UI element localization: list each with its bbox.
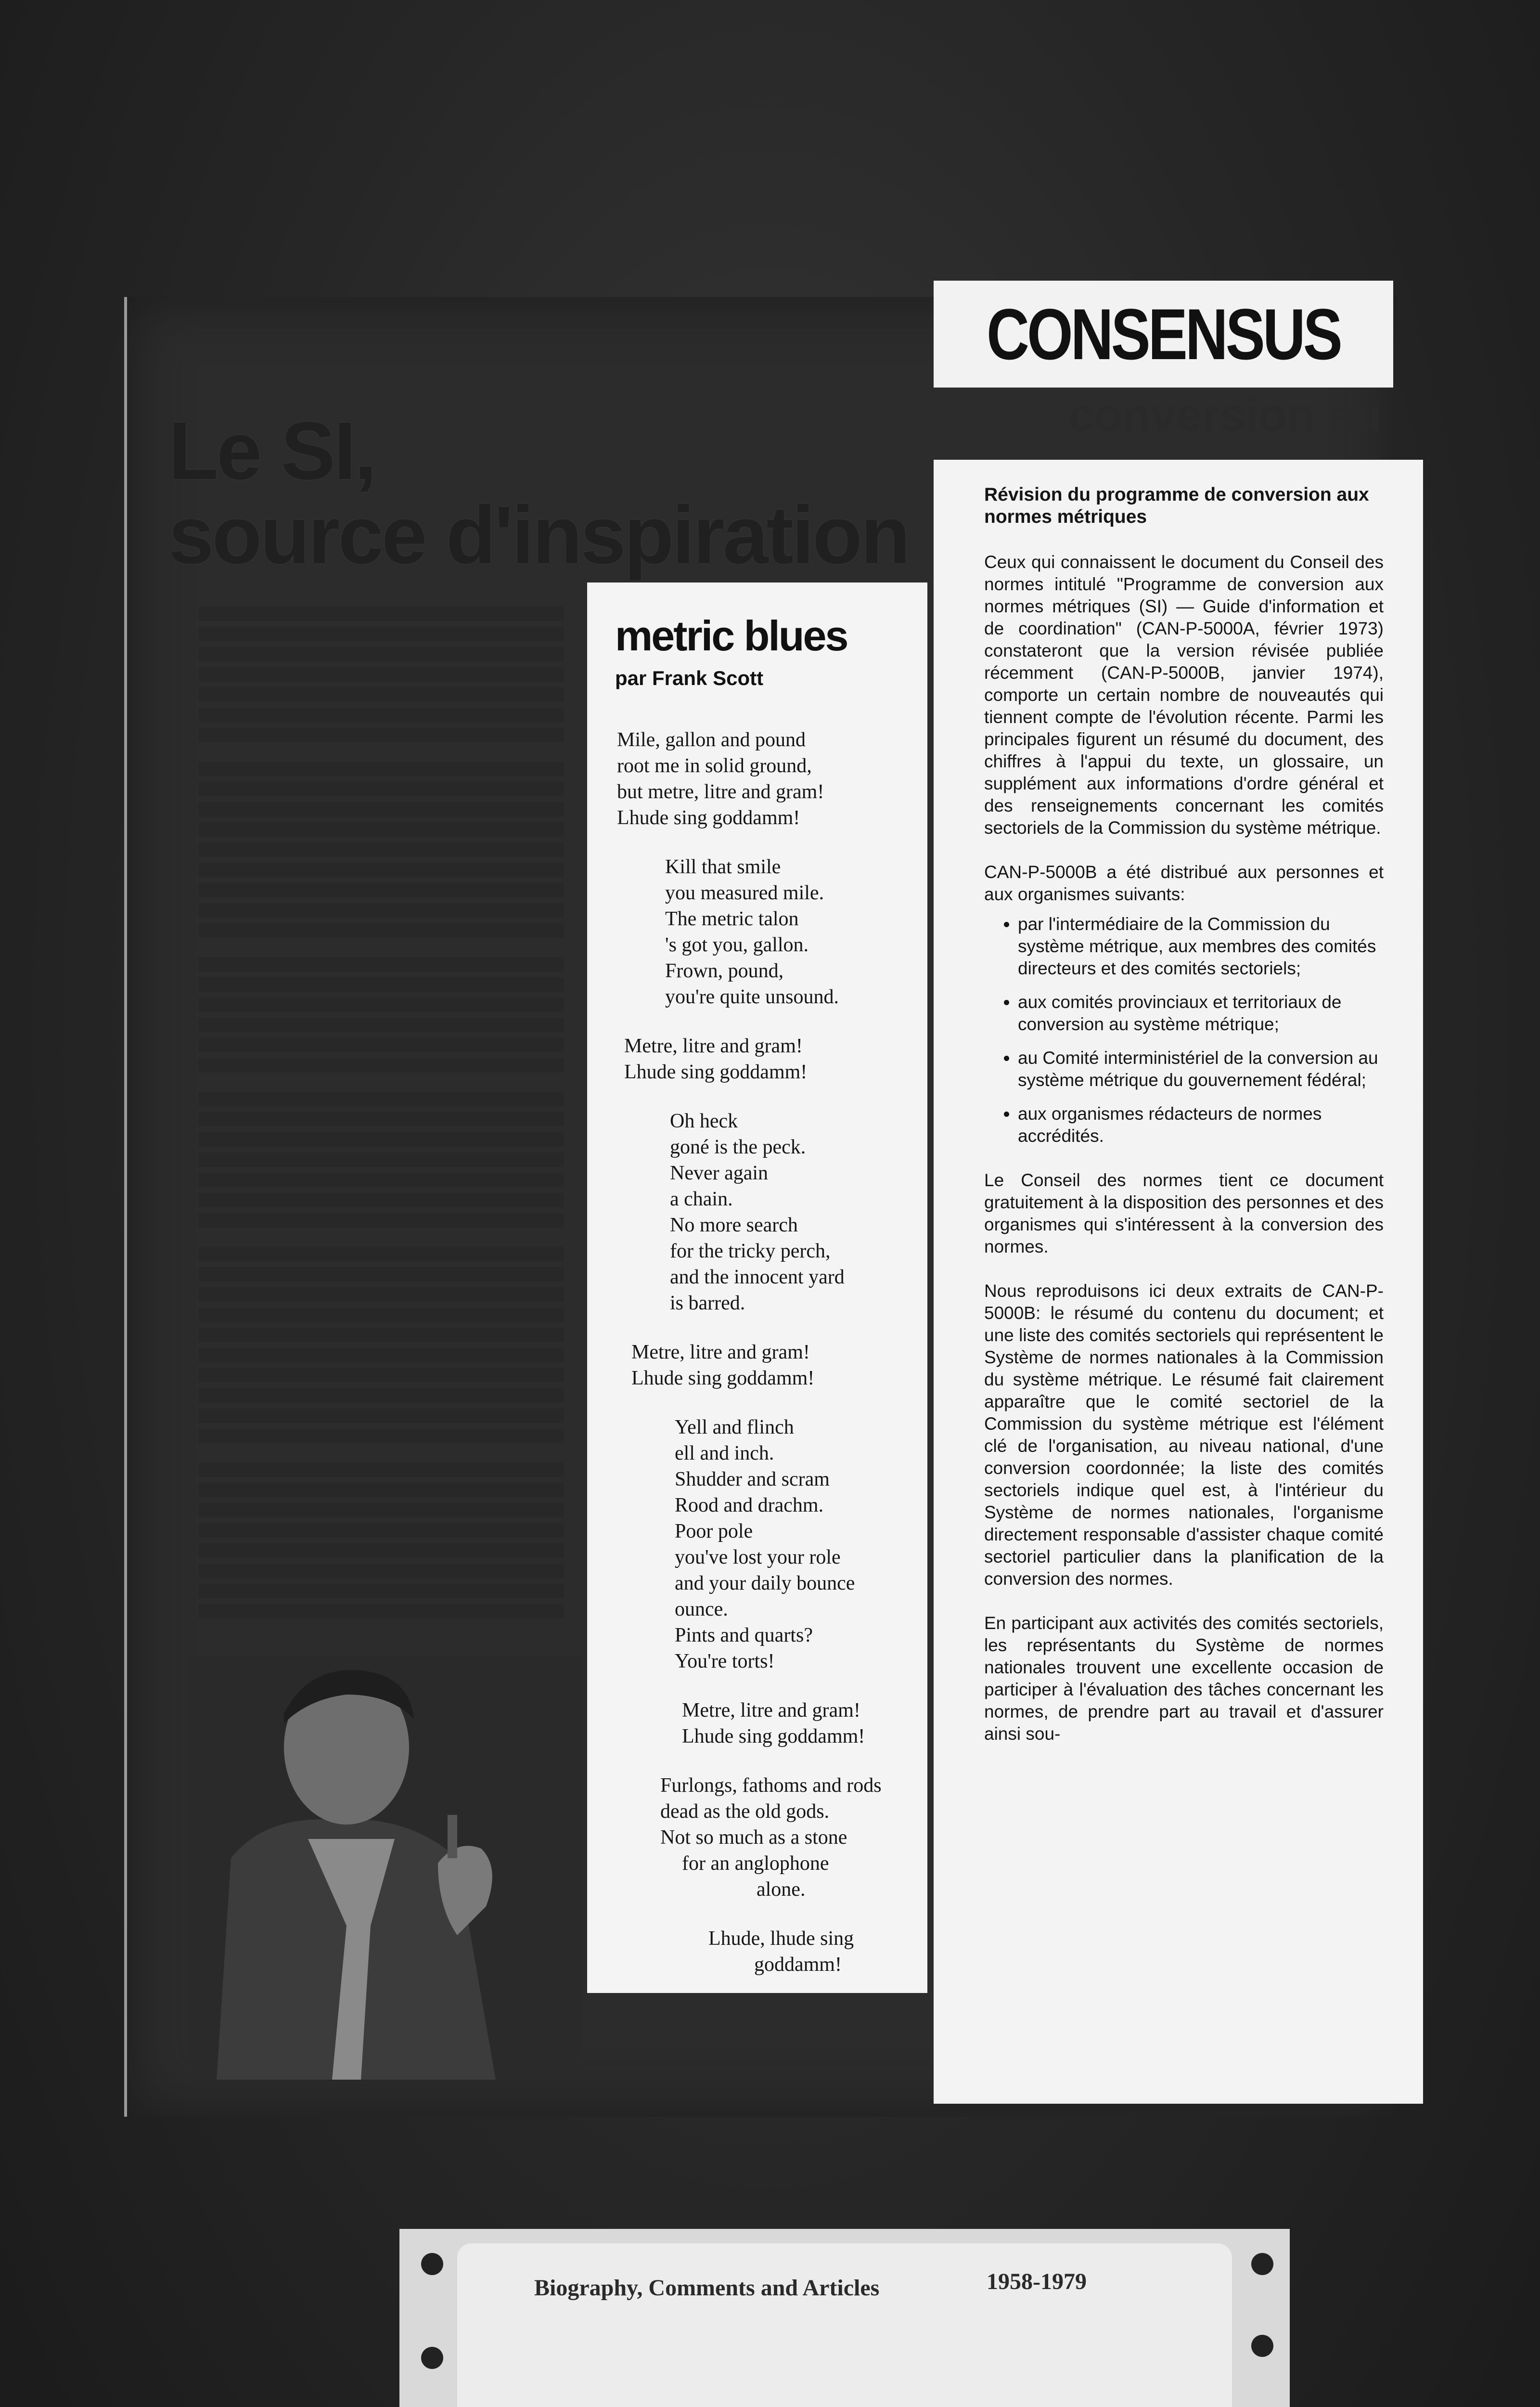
poem-line: for an anglophone xyxy=(682,1852,829,1875)
poem-line: Furlongs, fathoms and rods xyxy=(660,1774,882,1797)
article-paragraph: Le Conseil des normes tient ce document gratuitement à la disposition des personnes et des organismes qui s'intéressent à la conversion des normes. xyxy=(984,1170,1384,1256)
article-paragraph: Nous reproduisons ici deux extraits de CAN-P-5000B: le résumé du contenu du document; et une liste des comités sectoriels qui représentent le Système de normes nationales à la Commission du système métrique. Le résumé fait clairement apparaître que le comité sectoriel de la Commission du système métrique est l'élément clé de l'organisation, au niveau national, d'une conversion coordonnée; la liste des comités sectoriels indique quel est, à l'intérieur du Système de normes nationales, l'organisme directement responsable d'assister chaque comité sectoriel particulier dans la planification de la conversion des normes. xyxy=(984,1281,1384,1589)
poem-line: you've lost your role xyxy=(675,1546,841,1568)
poem-body xyxy=(617,727,925,2001)
poem-line: Rood and drachm. xyxy=(675,1494,824,1516)
background-title-line: source d'inspiration xyxy=(168,490,909,581)
punch-hole xyxy=(421,2347,443,2369)
poem-line: The metric talon xyxy=(665,908,799,930)
background-title-line: Le SI, xyxy=(168,405,375,497)
masthead xyxy=(934,281,1393,388)
poem-line: 's got you, gallon. xyxy=(665,934,809,956)
article-paragraph: CAN-P-5000B a été distribué aux personnes et aux organismes suivants: xyxy=(984,862,1384,904)
poem-line: alone. xyxy=(757,1878,806,1901)
poem-line: Kill that smile xyxy=(665,856,781,878)
poem-line: Lhude sing goddamm! xyxy=(631,1367,815,1389)
background-text-column xyxy=(198,607,564,1624)
article-paragraph: En participant aux activités des comités sectoriels, les représentants du Système de normes nationales trouvent une excellente occasion de participer à l'évaluation des tâches concernant les normes, de prendre part au travail et d'assurer ainsi sou- xyxy=(984,1613,1384,1744)
poem-stanza xyxy=(670,1108,925,1316)
distribution-list xyxy=(984,913,1384,1147)
poem-line: Lhude, lhude sing xyxy=(708,1928,854,1950)
poem-line: Metre, litre and gram! xyxy=(682,1699,860,1721)
poem-line: Yell and flinch xyxy=(675,1416,794,1438)
poem-line: Oh heck xyxy=(670,1110,738,1132)
list-item: • par l'intermédiaire de la Commission du système métrique, aux membres des comités directeurs et des comités sectoriels; xyxy=(1018,913,1384,980)
list-item: • aux organismes rédacteurs de normes accrédités. xyxy=(1018,1103,1384,1147)
poem-stanza xyxy=(617,727,925,831)
poem-line: Lhude sing goddamm! xyxy=(682,1725,865,1747)
article-heading: Révision du programme de conversion aux normes métriques xyxy=(984,484,1369,527)
poem-line: for the tricky perch, xyxy=(670,1240,831,1262)
poem-stanza xyxy=(624,1033,925,1085)
poem-author: par Frank Scott xyxy=(615,667,764,689)
poem-line: Metre, litre and gram! xyxy=(624,1035,803,1057)
poem-line: and the innocent yard xyxy=(670,1266,845,1288)
article-body xyxy=(984,484,1384,1767)
poem-line: Pints and quarts? xyxy=(675,1624,813,1646)
article-paragraph: Ceux qui connaissent le document du Conseil des normes intitulé "Programme de conversion aux normes métriques (SI) — Guide d'information et de coordination" (CAN-P-5000A, février 1973) constateront que la version révisée publiée récemment (CAN-P-5000B, janvier 1974), comporte un certain nombre de nouveautés qui tiennent compte de l'évolution récente. Parmi les principales figurent un résumé du document, des chiffres à l'appui du texte, un glossaire, un supplément aux informations d'ordre général et des renseignements concernant les comités sectoriels de la Commission du système métrique. xyxy=(984,552,1384,838)
poem-line: Mile, gallon and pound xyxy=(617,729,806,751)
poem-line: goddamm! xyxy=(754,1954,842,1976)
poem-line: Not so much as a stone xyxy=(660,1826,847,1849)
label-description: Biography, Comments and Articles xyxy=(534,2275,880,2301)
poem-line: ounce. xyxy=(675,1598,728,1620)
poem-line: Lhude sing goddamm! xyxy=(624,1061,808,1083)
poem-stanza xyxy=(665,854,925,1010)
poem-stanza xyxy=(675,1414,925,1674)
poem-stanza xyxy=(660,1773,925,1902)
poem-line: a chain. xyxy=(670,1188,733,1210)
punch-hole xyxy=(1251,2253,1273,2275)
microfilm-label xyxy=(399,2229,1290,2407)
label-years: 1958-1979 xyxy=(987,2269,1087,2294)
poem-line: Lhude sing goddamm! xyxy=(617,807,800,829)
list-item: • aux comités provinciaux et territoriaux de conversion au système métrique; xyxy=(1018,991,1384,1035)
poem-stanza xyxy=(682,1697,925,1749)
masthead-title: CONSENSUS xyxy=(987,294,1340,375)
poem-line: dead as the old gods. xyxy=(660,1800,830,1823)
poem-line: but metre, litre and gram! xyxy=(617,781,824,803)
label-panel xyxy=(457,2243,1232,2407)
poem-clipping xyxy=(587,582,927,1993)
poem-line: Shudder and scram xyxy=(675,1468,830,1490)
poem-line: ell and inch. xyxy=(675,1442,774,1464)
poem-line: No more search xyxy=(670,1214,798,1236)
poem-stanza xyxy=(631,1339,925,1391)
poem-line: Poor pole xyxy=(675,1520,753,1542)
poem-line: you measured mile. xyxy=(665,882,824,904)
poem-line: goné is the peck. xyxy=(670,1136,806,1158)
poem-line: and your daily bounce xyxy=(675,1572,855,1594)
masthead-subheading: conversion au xyxy=(1068,389,1382,441)
list-item: • au Comité interministériel de la conversion au système métrique du gouvernement fédéral; xyxy=(1018,1047,1384,1091)
poem-line: you're quite unsound. xyxy=(665,986,839,1008)
poem-stanza xyxy=(708,1926,925,1978)
poem-line: is barred. xyxy=(670,1292,745,1314)
author-portrait xyxy=(188,1656,582,2080)
poem-line: Frown, pound, xyxy=(665,960,784,982)
poem-line: Metre, litre and gram! xyxy=(631,1341,810,1363)
punch-hole xyxy=(421,2253,443,2275)
poem-line: You're torts! xyxy=(675,1650,775,1672)
poem-line: Never again xyxy=(670,1162,769,1184)
article-clipping xyxy=(934,460,1423,2104)
poem-title: metric blues xyxy=(615,612,847,660)
poem-line: root me in solid ground, xyxy=(617,755,812,777)
punch-hole xyxy=(1251,2335,1273,2357)
background-title xyxy=(168,405,987,581)
